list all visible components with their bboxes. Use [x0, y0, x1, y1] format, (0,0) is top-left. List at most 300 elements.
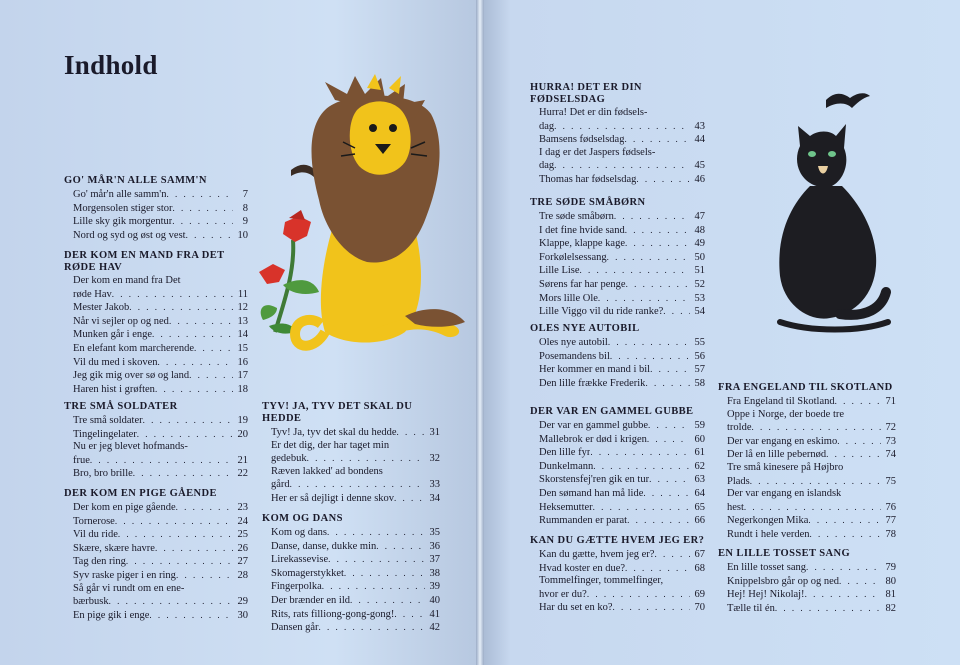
toc-entry[interactable] [530, 251, 705, 265]
dot-leader [625, 224, 690, 237]
dot-leader [650, 363, 690, 376]
entry-title: trolde [727, 422, 752, 434]
toc-entry[interactable] [530, 433, 705, 447]
dot-leader [805, 588, 881, 601]
entry-page-number: 38 [429, 567, 440, 579]
toc-section [64, 488, 248, 622]
entry-page-number: 13 [237, 315, 248, 327]
entry-page-number: 32 [429, 453, 440, 465]
toc-entry[interactable] [530, 305, 705, 319]
toc-entry[interactable] [64, 555, 248, 569]
toc-section [262, 513, 440, 635]
toc-entry[interactable] [530, 237, 705, 251]
toc-entry[interactable] [530, 514, 705, 528]
dot-leader [654, 548, 690, 561]
entry-title: Hurra! Det er din fødsels- [539, 107, 648, 118]
dot-leader [614, 210, 690, 223]
entry-page-number: 45 [694, 160, 705, 172]
toc-entry[interactable] [64, 356, 248, 370]
entry-title: En lille tosset sang [727, 562, 807, 573]
entry-title: Lille sky gik morgentur [73, 216, 173, 228]
toc-entry[interactable] [530, 147, 705, 160]
toc-entry[interactable] [262, 567, 440, 581]
dot-leader [126, 555, 233, 568]
toc-entry[interactable] [64, 542, 248, 556]
toc-section [64, 175, 248, 242]
section-heading: EN LILLE TOSSET SANG [718, 548, 851, 559]
dot-leader [750, 475, 881, 488]
entry-page-number: 11 [237, 288, 248, 300]
entry-title: Den sømand han må lide [539, 487, 644, 499]
dot-leader [137, 428, 233, 441]
entry-title: dag [539, 120, 555, 132]
toc-entry[interactable] [718, 435, 896, 449]
toc-entry[interactable] [530, 562, 705, 576]
entry-title: Munken går i enge [73, 329, 153, 341]
entry-page-number: 27 [237, 556, 248, 568]
dot-leader [350, 594, 425, 607]
toc-entry[interactable] [64, 515, 248, 529]
toc-entry[interactable] [262, 594, 440, 608]
toc-entry[interactable] [64, 301, 248, 315]
toc-entry[interactable] [262, 492, 440, 506]
toc-entry[interactable] [530, 224, 705, 238]
toc-entry[interactable] [530, 575, 705, 588]
cat-illustration [770, 86, 900, 346]
dot-leader [186, 229, 233, 242]
section-heading: OLES NYE AUTOBIL [530, 323, 640, 334]
toc-entry[interactable] [530, 107, 705, 120]
dot-leader [554, 159, 690, 172]
toc-entry[interactable] [530, 501, 705, 515]
entry-page-number: 34 [429, 492, 440, 504]
dot-leader [554, 120, 690, 133]
dot-leader [806, 561, 881, 574]
entry-page-number: 35 [429, 527, 440, 538]
toc-entry[interactable] [718, 514, 896, 528]
toc-entry[interactable] [262, 478, 440, 492]
dot-leader [610, 350, 690, 363]
toc-entry[interactable] [64, 275, 248, 288]
dot-leader [808, 514, 881, 527]
dot-leader [176, 501, 233, 514]
toc-entry[interactable] [262, 580, 440, 594]
toc-entry[interactable] [64, 467, 248, 481]
toc-entry[interactable] [64, 528, 248, 542]
entry-title: Mester Jakob [73, 302, 130, 314]
toc-entry[interactable] [718, 462, 896, 475]
entry-title: Vil du med i skoven [73, 356, 158, 368]
entry-page-number: 19 [237, 415, 248, 426]
entry-page-number: 54 [694, 306, 705, 318]
entry-title: Rundt i hele verden [727, 528, 810, 540]
entry-title: Mors lille Ole [539, 292, 598, 304]
section-heading: DER KOM EN MAND FRA DET RØDE HAV [64, 250, 225, 273]
toc-entry[interactable] [530, 336, 705, 350]
entry-title: Klappe, klappe kage [539, 238, 626, 250]
entry-title: Rummanden er parat [539, 515, 628, 527]
entry-page-number: 26 [237, 542, 248, 554]
dot-leader [109, 595, 233, 608]
dot-leader [189, 369, 233, 382]
dot-leader [166, 188, 233, 201]
entry-title: Sørens far har penge [539, 278, 626, 290]
toc-entry[interactable] [64, 383, 248, 397]
toc-entry[interactable] [262, 440, 440, 453]
entry-page-number: 50 [694, 251, 705, 263]
toc-entry[interactable] [262, 608, 440, 622]
toc-entry[interactable] [718, 575, 896, 589]
entry-page-number: 17 [237, 370, 248, 382]
dot-leader [580, 264, 690, 277]
toc-entry[interactable] [64, 288, 248, 302]
dot-leader [625, 562, 690, 575]
dot-leader [90, 454, 233, 467]
entry-page-number: 48 [694, 224, 705, 236]
entry-page-number: 21 [237, 454, 248, 466]
toc-entry[interactable] [718, 501, 896, 515]
section-heading: KOM OG DANS [262, 513, 343, 524]
toc-entry[interactable] [718, 602, 896, 616]
toc-section [530, 82, 705, 187]
entry-title: Go' mår'n alle samm'n [73, 189, 167, 200]
dot-leader [327, 526, 425, 539]
dot-leader [593, 501, 690, 514]
dot-leader [752, 421, 882, 434]
toc-entry[interactable] [530, 278, 705, 292]
dot-leader [133, 467, 233, 480]
entry-page-number: 24 [237, 515, 248, 527]
entry-title: Har du set en ko? [539, 602, 613, 614]
section-heading: TYV! JA, TYV DET SKAL DU HEDDE [262, 401, 413, 424]
toc-entry[interactable] [530, 548, 705, 562]
entry-title: frue [73, 454, 90, 466]
entry-title: I dag er det Jaspers fødsels- [539, 146, 656, 158]
entry-title: Hej! Hej! Nikolaj! [727, 589, 805, 601]
entry-title: Skorstensfej'ren gik en tur [539, 474, 650, 486]
entry-title: Kom og dans [271, 527, 327, 538]
toc-entry[interactable] [718, 561, 896, 575]
toc-entry[interactable] [718, 395, 896, 409]
toc-entry[interactable] [530, 173, 705, 187]
toc-entry[interactable] [64, 229, 248, 243]
dot-leader [649, 473, 690, 486]
entry-title: Plads [727, 475, 750, 487]
entry-title: Dansen går [271, 622, 319, 634]
entry-page-number: 61 [694, 447, 705, 459]
entry-page-number: 15 [237, 342, 248, 354]
dot-leader [173, 202, 233, 215]
entry-page-number: 49 [694, 238, 705, 250]
entry-page-number: 22 [237, 468, 248, 480]
toc-entry[interactable] [530, 292, 705, 306]
entry-title: Knippelsbro går op og ned [727, 575, 839, 587]
entry-title: Kan du gætte, hvem jeg er? [539, 549, 655, 560]
dot-leader [607, 251, 690, 264]
toc-entry[interactable] [64, 428, 248, 442]
entry-page-number: 25 [237, 529, 248, 541]
toc-entry[interactable] [262, 540, 440, 554]
entry-page-number: 57 [694, 364, 705, 376]
toc-entry[interactable] [262, 466, 440, 479]
toc-entry[interactable] [718, 421, 896, 435]
toc-entry[interactable] [262, 426, 440, 440]
entry-title: Tre små soldater [73, 415, 143, 426]
section-heading: KAN DU GÆTTE HVEM JEG ER? [530, 535, 705, 546]
toc-entry[interactable] [530, 133, 705, 147]
entry-page-number: 40 [429, 594, 440, 606]
section-heading: TRE SØDE SMÅBØRN [530, 197, 646, 208]
entry-page-number: 60 [694, 433, 705, 445]
entry-page-number: 64 [694, 487, 705, 499]
dot-leader [593, 460, 690, 473]
toc-entry[interactable] [64, 215, 248, 229]
entry-page-number: 53 [694, 292, 705, 304]
entry-page-number: 43 [694, 120, 705, 132]
dot-leader [590, 446, 690, 459]
toc-entry[interactable] [64, 188, 248, 202]
entry-title: Forkølelsessang [539, 251, 607, 263]
entry-title: Bro, bro brille [73, 468, 133, 480]
dot-leader [169, 315, 233, 328]
toc-entry[interactable] [64, 315, 248, 329]
entry-title: Tre små kinesere på Højbro [727, 461, 844, 473]
dot-leader [626, 278, 690, 291]
entry-title: Så går vi rundt om en ene- [73, 582, 185, 594]
toc-entry[interactable] [530, 487, 705, 501]
entry-title: Bamsens fødselsdag [539, 134, 625, 146]
entry-page-number: 55 [694, 337, 705, 348]
entry-page-number: 44 [694, 134, 705, 146]
toc-entry[interactable] [718, 448, 896, 462]
page-title: Indhold [64, 50, 158, 80]
toc-entry[interactable] [262, 621, 440, 635]
entry-page-number: 80 [885, 575, 896, 587]
entry-title: En pige gik i enge [73, 609, 150, 621]
toc-entry[interactable] [718, 409, 896, 422]
entry-title: hvor er du? [539, 588, 587, 600]
dot-leader [152, 328, 233, 341]
dot-leader [608, 336, 690, 349]
entry-title: Lille Lise [539, 265, 580, 277]
entry-page-number: 31 [429, 427, 440, 438]
entry-title: Der lå en lille pebernød [727, 449, 827, 461]
entry-page-number: 39 [429, 581, 440, 593]
lion-illustration [255, 70, 470, 360]
dot-leader [322, 580, 425, 593]
toc-entry[interactable] [64, 328, 248, 342]
toc-entry[interactable] [718, 588, 896, 602]
entry-page-number: 63 [694, 474, 705, 486]
entry-title: Der kom en mand fra Det [73, 275, 181, 286]
section-heading: HURRA! DET ER DIN FØDSELSDAG [530, 82, 642, 105]
entry-title: Lille Viggo vil du ride ranke? [539, 306, 664, 318]
dot-leader [839, 575, 881, 588]
dot-leader [663, 305, 690, 318]
dot-leader [587, 588, 690, 601]
entry-title: Når vi sejler op og ned [73, 315, 169, 327]
entry-page-number: 8 [242, 202, 248, 214]
toc-entry[interactable] [64, 342, 248, 356]
entry-page-number: 10 [237, 229, 248, 241]
dot-leader [612, 601, 690, 614]
dot-leader [376, 540, 425, 553]
toc-entry[interactable] [64, 609, 248, 623]
entry-title: hest [727, 501, 744, 513]
entry-page-number: 36 [429, 540, 440, 552]
entry-title: Oppe i Norge, der boede tre [727, 408, 845, 420]
entry-title: Tyv! Ja, tyv det skal du hedde [271, 427, 397, 438]
entry-title: Skære, skære havre [73, 542, 155, 554]
dot-leader [598, 292, 690, 305]
section-heading: DER VAR EN GAMMEL GUBBE [530, 406, 694, 417]
entry-page-number: 76 [885, 501, 896, 513]
toc-entry[interactable] [530, 363, 705, 377]
section-heading: TRE SMÅ SOLDATER [64, 401, 178, 412]
entry-page-number: 33 [429, 479, 440, 491]
entry-title: Den lille fyr [539, 447, 591, 459]
entry-page-number: 16 [237, 356, 248, 368]
entry-page-number: 37 [429, 554, 440, 566]
entry-page-number: 72 [885, 422, 896, 434]
entry-title: Fingerpolka [271, 581, 322, 593]
entry-page-number: 14 [237, 329, 248, 341]
entry-page-number: 71 [885, 396, 896, 407]
toc-entry[interactable] [262, 526, 440, 540]
entry-page-number: 74 [885, 449, 896, 461]
entry-title: Nord og syd og øst og vest [73, 229, 186, 241]
entry-title: Tag den ring [73, 556, 126, 568]
entry-page-number: 7 [242, 189, 248, 200]
entry-page-number: 52 [694, 278, 705, 290]
entry-page-number: 67 [694, 549, 705, 560]
toc-entry[interactable] [530, 264, 705, 278]
entry-page-number: 20 [237, 428, 248, 440]
dot-leader [176, 569, 233, 582]
dot-leader [344, 567, 425, 580]
toc-entry[interactable] [262, 452, 440, 466]
dot-leader [307, 452, 425, 465]
dot-leader [290, 478, 425, 491]
toc-entry[interactable] [718, 475, 896, 489]
toc-entry[interactable] [64, 583, 248, 596]
dot-leader [625, 237, 690, 250]
dot-leader [149, 609, 233, 622]
dot-leader [648, 419, 690, 432]
entry-title: Skomagerstykket [271, 567, 344, 579]
entry-page-number: 66 [694, 515, 705, 527]
toc-entry[interactable] [718, 528, 896, 542]
entry-page-number: 41 [429, 608, 440, 620]
toc-section [530, 406, 705, 528]
entry-title: Tingelingelater [73, 428, 137, 440]
entry-page-number: 68 [694, 562, 705, 574]
toc-entry[interactable] [530, 377, 705, 391]
entry-title: En elefant kom marcherende [73, 342, 194, 354]
dot-leader [394, 492, 425, 505]
dot-leader [627, 514, 690, 527]
dot-leader [394, 608, 425, 621]
toc-entry[interactable] [530, 120, 705, 134]
entry-title: gedebuk [271, 453, 307, 465]
entry-page-number: 47 [694, 211, 705, 222]
toc-entry[interactable] [530, 159, 705, 173]
toc-section [530, 323, 705, 390]
entry-title: Der brænder en ild [271, 594, 351, 606]
toc-entry[interactable] [530, 419, 705, 433]
section-heading: GO' MÅR'N ALLE SAMM'N [64, 175, 207, 186]
toc-entry[interactable] [64, 595, 248, 609]
dot-leader [155, 383, 233, 396]
entry-title: Haren hist i grøften [73, 383, 155, 395]
dot-leader [319, 621, 425, 634]
entry-page-number: 9 [242, 216, 248, 228]
entry-title: Posemandens bil [539, 350, 610, 362]
entry-title: Her kommer en mand i bil [539, 364, 651, 376]
entry-page-number: 23 [237, 502, 248, 513]
toc-section [530, 535, 705, 615]
toc-entry[interactable] [718, 488, 896, 501]
toc-entry[interactable] [530, 588, 705, 602]
dot-leader [118, 528, 233, 541]
dot-leader [129, 301, 233, 314]
dot-leader [837, 435, 881, 448]
toc-entry[interactable] [64, 202, 248, 216]
toc-entry[interactable] [530, 460, 705, 474]
entry-page-number: 29 [237, 596, 248, 608]
entry-title: Nu er jeg blevet hofmands- [73, 441, 188, 453]
entry-page-number: 77 [885, 515, 896, 527]
entry-page-number: 82 [885, 602, 896, 614]
entry-title: Jeg gik mig over sø og land [73, 370, 190, 382]
toc-entry[interactable] [262, 553, 440, 567]
entry-page-number: 62 [694, 460, 705, 472]
dot-leader [624, 133, 690, 146]
entry-title: Lirekassevise [271, 554, 329, 566]
entry-page-number: 81 [885, 589, 896, 601]
toc-entry[interactable] [64, 501, 248, 515]
entry-title: Der var engang en eskimo [727, 435, 838, 447]
toc-entry[interactable] [64, 414, 248, 428]
toc-entry[interactable] [64, 569, 248, 583]
entry-title: Danse, danse, dukke min [271, 540, 377, 552]
toc-entry[interactable] [530, 601, 705, 615]
toc-section [64, 401, 248, 481]
toc-entry[interactable] [530, 350, 705, 364]
entry-title: Er det dig, der har taget min [271, 439, 390, 451]
section-heading: DER KOM EN PIGE GÅENDE [64, 488, 217, 499]
dot-leader [194, 342, 233, 355]
entry-page-number: 51 [694, 265, 705, 277]
dot-leader [172, 215, 233, 228]
entry-title: Rits, rats filliong-gong-gong! [271, 608, 395, 620]
entry-page-number: 70 [694, 602, 705, 614]
toc-entry[interactable] [530, 446, 705, 460]
entry-title: Tælle til én [727, 602, 775, 614]
toc-entry[interactable] [64, 369, 248, 383]
dot-leader [775, 602, 881, 615]
entry-title: Her er så dejligt i denne skov [271, 492, 395, 504]
entry-page-number: 75 [885, 475, 896, 487]
entry-title: Mallebrok er død i krigen [539, 433, 647, 445]
toc-entry[interactable] [64, 441, 248, 454]
toc-entry[interactable] [530, 473, 705, 487]
entry-title: Tre søde småbørn [539, 211, 614, 222]
toc-entry[interactable] [64, 454, 248, 468]
toc-section [64, 250, 248, 396]
toc-entry[interactable] [530, 210, 705, 224]
dot-leader [115, 515, 233, 528]
